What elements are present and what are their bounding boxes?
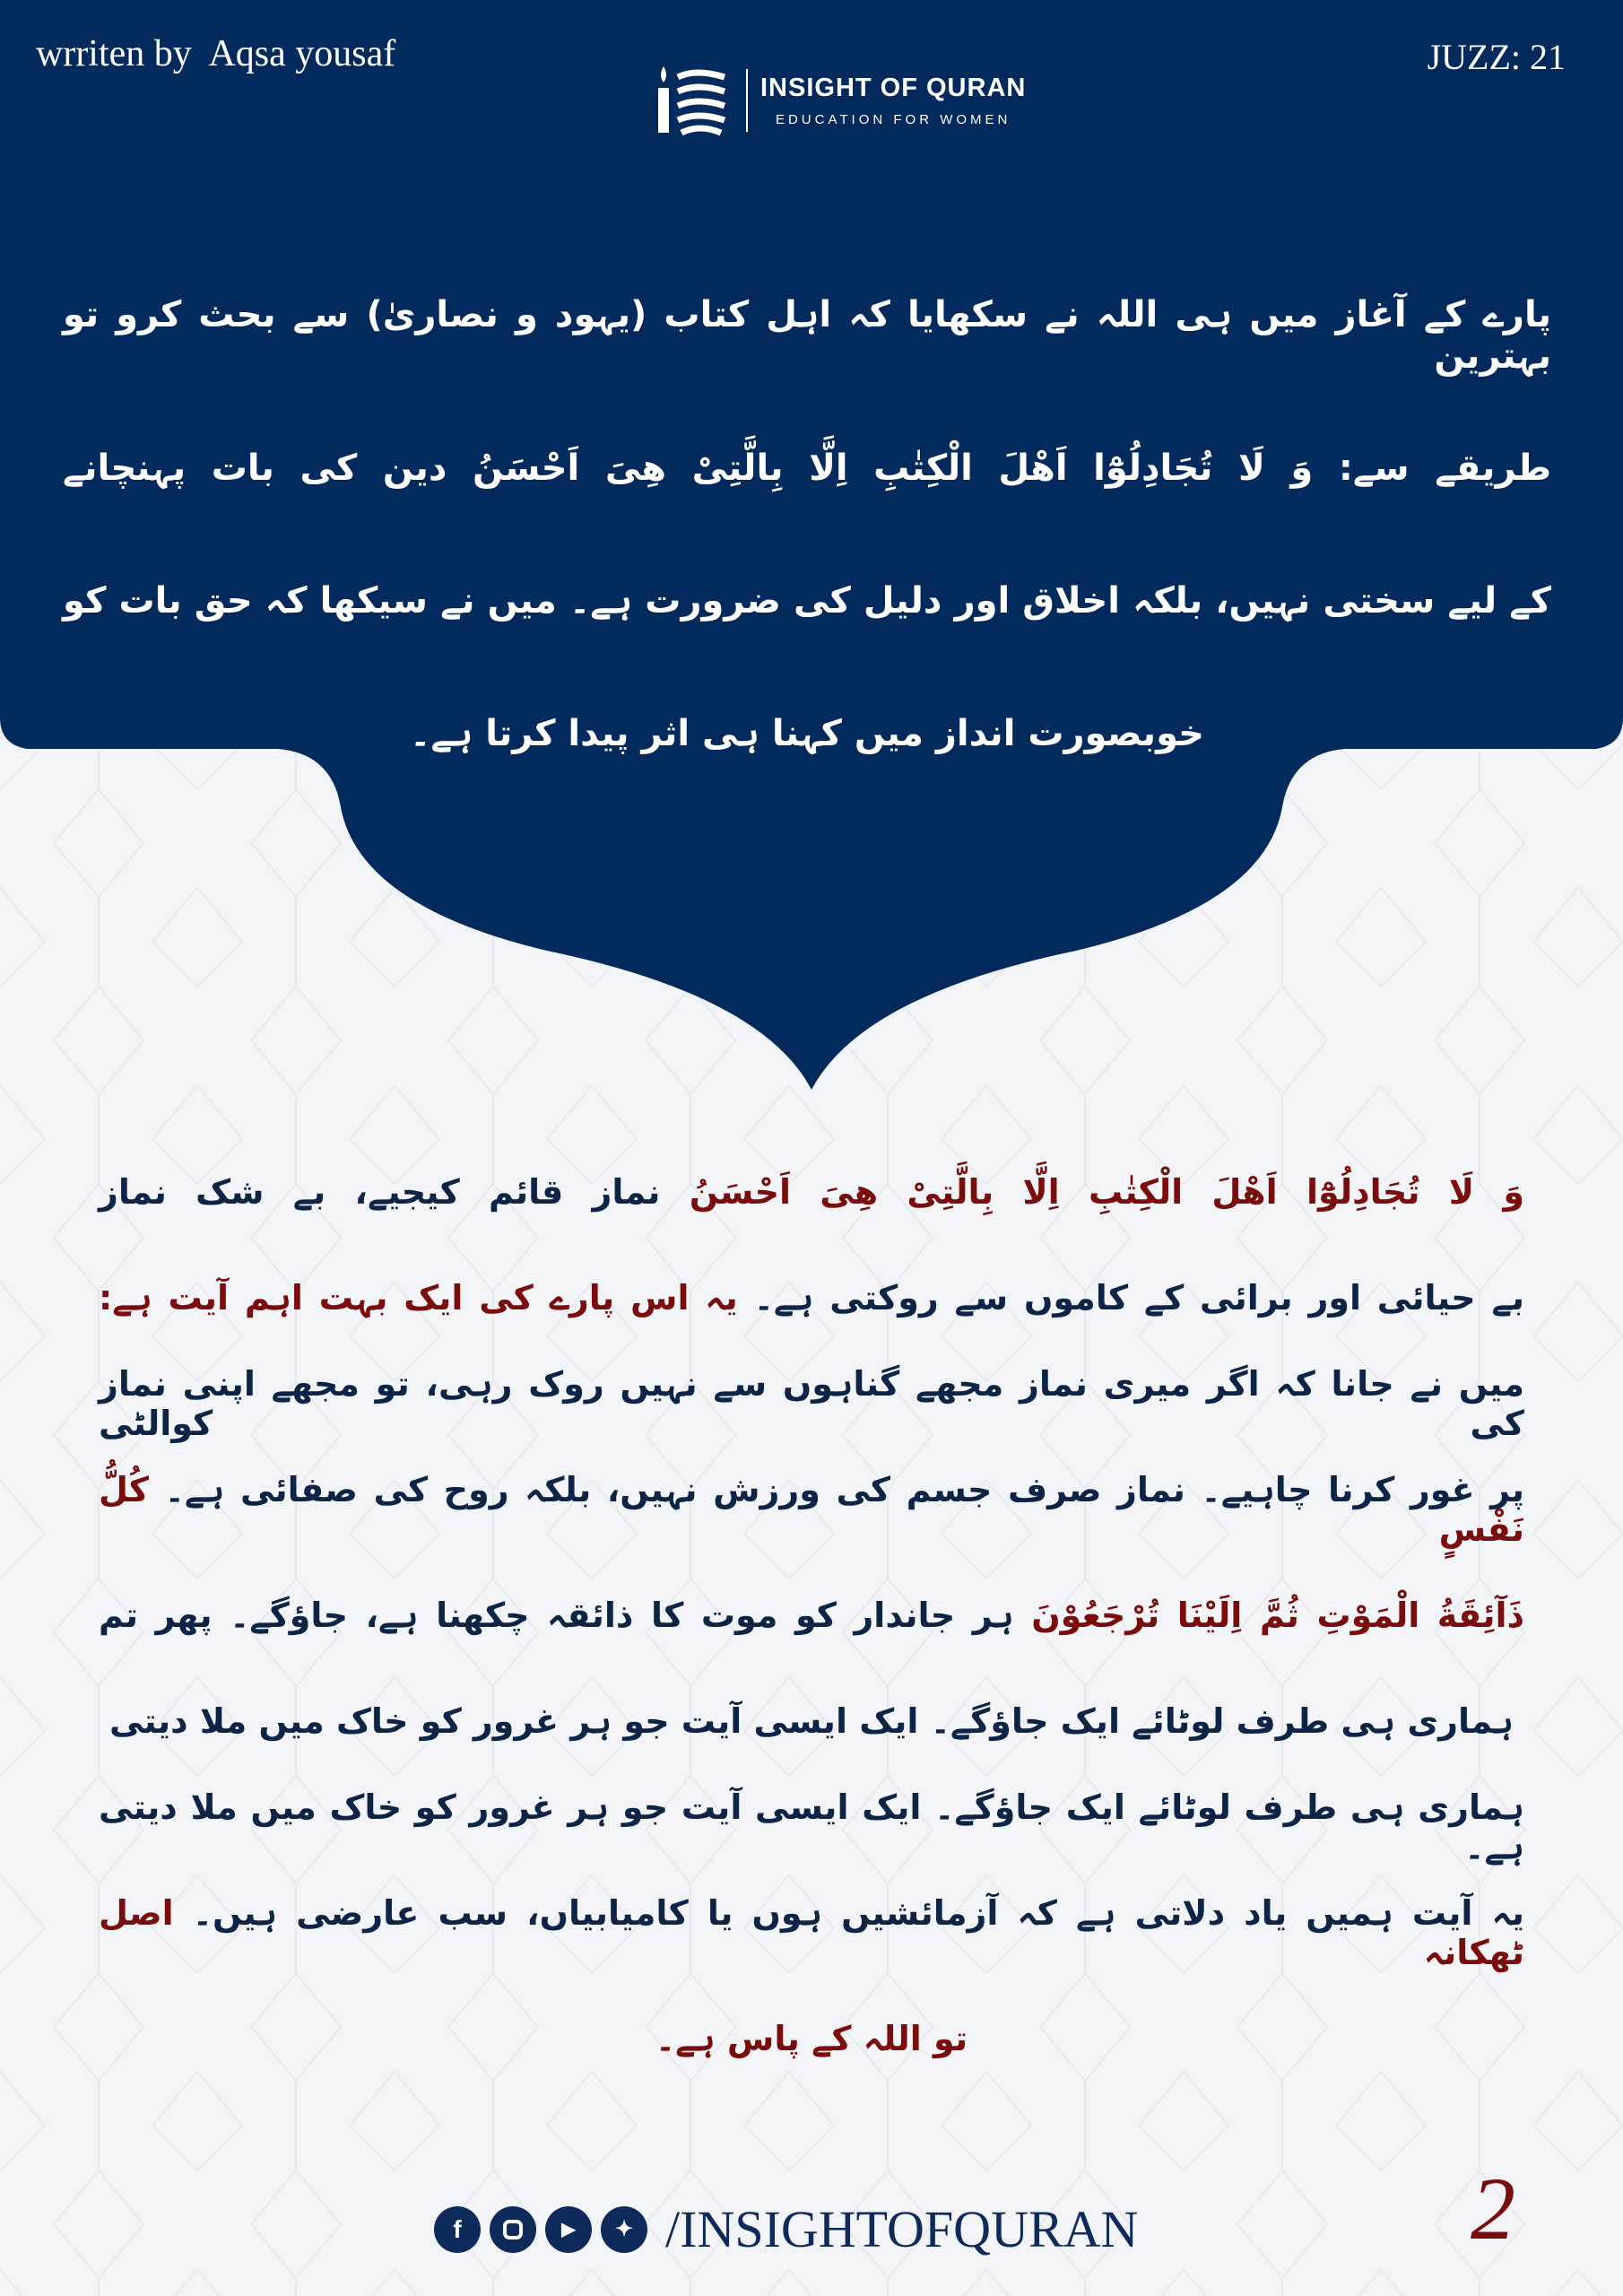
text-segment: طریقے سے: وَ لَا تُجَادِلُوْٓا اَهْلَ الْكِتٰبِ اِلَّا بِالَّتِیْ هِیَ اَحْسَنُ دین کی بات پہنچانے [63,448,1551,489]
intro-paragraph [63,269,1551,800]
text-segment: ہماری ہی طرف لوٹائے ایک جاؤگے۔ ایک ایسی آیت جو ہر غرور کو خاک میں ملا دیتی [108,1701,1515,1741]
page-number: 2 [1471,2159,1515,2258]
text-segment: پارے کے آغاز میں ہی اللہ نے سکھایا کہ اہل کتاب (یہود و نصاریٰ) سے بحث کرو تو بہترین [63,294,1551,377]
text-segment: یہ آیت ہمیں یاد دلاتی ہے کہ آزمائشیں ہوں یا کامیابیاں، سب عارضی ہیں۔ [173,1893,1524,1933]
body-line [99,1986,1524,2092]
author-credit: wrriten by Aqsa yousaf [36,33,396,74]
social-handle[interactable]: /INSIGHTOFQURAN [665,2200,1139,2258]
body-paragraph [99,1139,1524,2092]
body-line [99,1351,1524,1457]
logo-icon [653,65,733,136]
body-line [99,1457,1524,1562]
logo-title: INSIGHT OF QURAN [760,74,1027,102]
facebook-icon[interactable]: f [434,2206,481,2253]
highlighted-text: اصل ٹھکانہ [99,1893,1524,1972]
juzz-label: JUZZ: 21 [1427,37,1566,77]
body-line [99,1139,1524,1245]
body-line [99,1245,1524,1351]
intro-line [63,667,1551,800]
text-segment: خوبصورت انداز میں کہنا ہی اثر پیدا کرتا ہے۔ [410,713,1204,754]
intro-line [63,402,1551,535]
intro-line [63,269,1551,402]
social-footer [434,2199,1138,2259]
highlighted-text: ذَآئِقَةُ الْمَوْتِ ثُمَّ اِلَیْنَا تُرْجَعُوْنَ [1031,1596,1524,1635]
highlighted-text: یہ اس پارے کی ایک بہت اہم آیت ہے: [99,1278,738,1318]
intro-line [63,535,1551,667]
text-segment: بے حیائی اور برائی کے کاموں سے روکتی ہے۔ [737,1278,1524,1318]
logo-divider [746,69,748,132]
highlighted-text: تو اللہ کے پاس ہے۔ [655,2019,968,2058]
body-line [99,1562,1524,1668]
instagram-icon[interactable] [490,2206,536,2253]
text-segment: کے لیے سختی نہیں، بلکہ اخلاق اور دلیل کی ضرورت ہے۔ میں نے سیکھا کہ حق بات کو [63,580,1551,622]
text-segment: پر غور کرنا چاہیے۔ نماز صرف جسم کی ورزش نہیں، بلکہ روح کی صفائی ہے۔ [149,1470,1524,1509]
highlighted-text: وَ لَا تُجَادِلُوْٓا اَهْلَ الْكِتٰبِ اِلَّا بِالَّتِیْ هِیَ اَحْسَنُ [689,1172,1524,1212]
text-segment: ہماری ہی طرف لوٹائے ایک جاؤگے۔ ایک ایسی آیت جو ہر غرور کو خاک میں ملا دیتی ہے۔ [99,1787,1524,1866]
body-line [99,1774,1524,1880]
body-line [99,1668,1524,1774]
youtube-icon[interactable]: ▶ [545,2206,592,2253]
highlighted-text: كُلُّ نَفْسٍ [99,1470,1524,1549]
twitter-icon[interactable]: ✦ [601,2206,647,2253]
text-segment: نماز قائم کیجیے، بے شک نماز [99,1172,690,1212]
brand-logo [653,65,1026,136]
logo-subtitle: EDUCATION FOR WOMEN [775,112,1011,127]
text-segment: میں نے جانا کہ اگر میری نماز مجھے گناہوں سے نہیں روک رہی، تو مجھے اپنی نماز کی کوالٹی [99,1364,1524,1443]
text-segment: ہر جاندار کو موت کا ذائقہ چکھنا ہے، جاؤگے۔ پھر تم [99,1596,1032,1635]
body-line [99,1880,1524,1986]
